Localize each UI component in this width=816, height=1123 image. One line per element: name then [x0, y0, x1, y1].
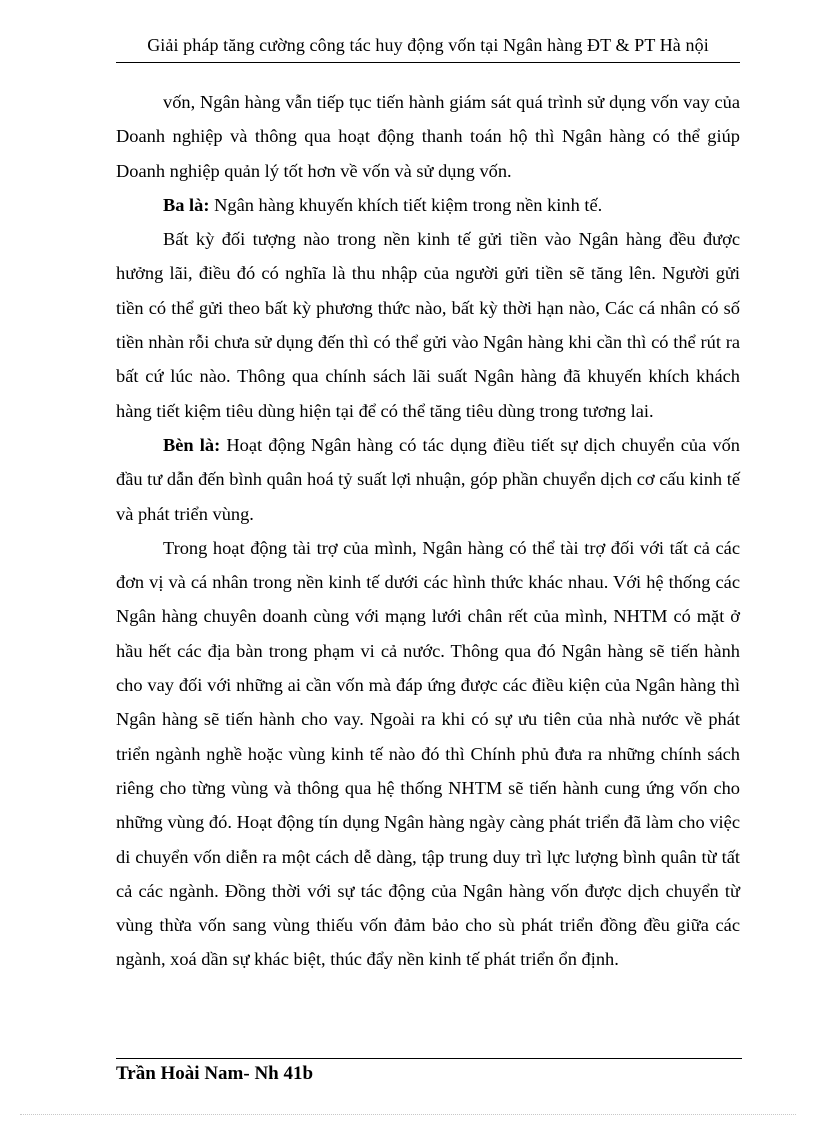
paragraph-4-text: Hoạt động Ngân hàng có tác dụng điều tiết sự dịch chuyển của vốn đầu tư dẫn đến bình quân hoá tỷ suất lợi nhuận, góp phần chuyển dịch cơ cấu kinh tế và phát triển vùng. [116, 434, 740, 524]
paragraph-2-lead: Ba là: [163, 194, 210, 215]
footer-divider [116, 1058, 742, 1059]
paragraph-1: vốn, Ngân hàng vẫn tiếp tục tiến hành giám sát quá trình sử dụng vốn vay của Doanh nghiệp và thông qua hoạt động thanh toán hộ thì Ngân hàng có thể giúp Doanh nghiệp quản lý tốt hơn về vốn và sử dụng vốn. [116, 92, 740, 181]
footer-author: Trần Hoài Nam- Nh 41b [116, 1063, 314, 1084]
body-text [116, 85, 740, 977]
paragraph-3: Bất kỳ đối tượng nào trong nền kinh tế gửi tiền vào Ngân hàng đều được hưởng lãi, điều đó có nghĩa là thu nhập của người gửi tiền sẽ tăng lên. Người gửi tiền có thể gửi theo bất kỳ phương thức nào, bất kỳ thời hạn nào, Các cá nhân có số tiền nhàn rỗi chưa sử dụng đến thì có thể gửi vào Ngân hàng khi cần thì có thể rút ra bất cứ lúc nào. Thông qua chính sách lãi suất Ngân hàng đã khuyến khích khách hàng tiết kiệm tiêu dùng hiện tại để có thể tăng tiêu dùng trong tương lai. [116, 229, 740, 421]
running-header-title: Giải pháp tăng cường công tác huy động vốn tại Ngân hàng ĐT & PT Hà nội [147, 35, 709, 55]
paragraph-2-text: Ngân hàng khuyến khích tiết kiệm trong nền kinh tế. [209, 194, 603, 215]
paragraph-4 [116, 428, 740, 531]
paragraph-5: Trong hoạt động tài trợ của mình, Ngân hàng có thể tài trợ đối với tất cả các đơn vị và cá nhân trong nền kinh tế dưới các hình thức khác nhau. Với hệ thống các Ngân hàng chuyên doanh cùng với mạng lưới chân rết của mình, NHTM có mặt ở hầu hết các địa bàn trong phạm vi cả nước. Thông qua đó Ngân hàng sẽ tiến hành cho vay đối với những ai cần vốn mà đáp ứng được các điều kiện của Ngân hàng thì Ngân hàng sẽ tiến hành cho vay. Ngoài ra khi có sự ưu tiên của nhà nước về phát triển ngành nghề hoặc vùng kinh tế nào đó thì Chính phủ đưa ra những chính sách riêng cho từng vùng và thông qua hệ thống NHTM sẽ tiến hành cung ứng vốn cho những vùng đó. Hoạt động tín dụng Ngân hàng ngày càng phát triển đã làm cho việc di chuyển vốn diễn ra một cách dễ dàng, tập trung duy trì lực lượng bình quân từ tất cả các ngành. Đồng thời với sự tác động của Ngân hàng vốn được dịch chuyển từ vùng thừa vốn sang vùng thiếu vốn đảm bảo cho sù phát triển đồng đều giữa các ngành, xoá dần sự khác biệt, thúc đẩy nền kinh tế phát triển ổn định. [116, 537, 740, 970]
paragraph-2 [116, 188, 740, 222]
page-bottom-edge [20, 1114, 796, 1115]
header-divider [116, 62, 740, 63]
paragraph-4-lead: Bèn là: [163, 434, 221, 455]
